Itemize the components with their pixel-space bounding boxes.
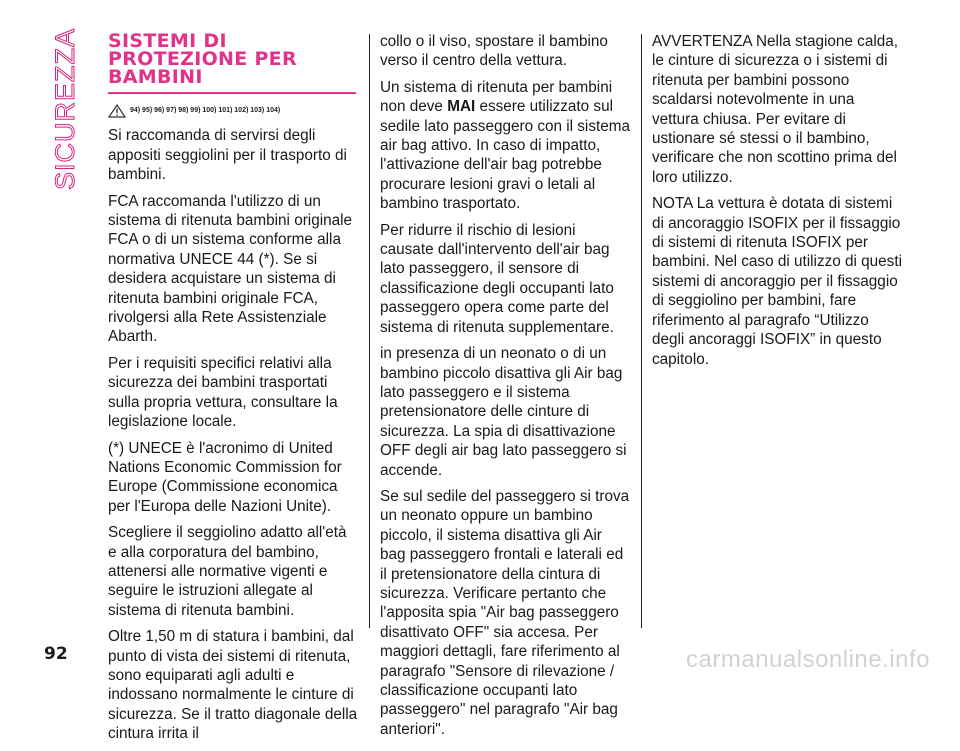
column-divider <box>641 34 642 628</box>
paragraph: Per ridurre il rischio di lesioni causate dall'intervento dell'air bag lato passeggero, il sensore di classificazione degli occupanti lato passeggero opera come parte del sistema di ritenuta supplementare. <box>380 221 614 336</box>
warning-references <box>108 101 358 120</box>
column-2 <box>380 32 630 746</box>
text-span: Un sistema di ritenuta per bambini non deve <box>380 78 613 116</box>
paragraph: FCA raccomanda l'utilizzo di un sistema di ritenuta bambini originale FCA o di un sistema conforme alla normativa UNECE 44 (*). Se si desidera acquistare un sistema di ritenuta bambini originale FCA, rivolgersi alla Rete Assistenziale Abarth. <box>108 192 353 346</box>
paragraph-note: NOTA La vettura è dotata di sistemi di ancoraggio ISOFIX per il fissaggio di sistemi di ritenuta ISOFIX per bambini. Nel caso di utilizzo di questi sistemi di ancoraggio per il fissaggio di seggiolino per bambini, fare riferimento al paragrafo “Utilizzo degli ancoraggi ISOFIX” in questo capitolo. <box>652 195 902 368</box>
column-3 <box>652 32 902 376</box>
section-side-label: SICUREZZA <box>50 28 80 191</box>
paragraph: Scegliere il seggiolino adatto all'età e alla corporatura del bambino, attenersi alle normative vigenti e seguire le istruzioni allegate al sistema di ritenuta bambini. <box>108 524 347 619</box>
paragraph: collo o il viso, spostare il bambino verso il centro della vettura. <box>380 33 608 70</box>
paragraph: Se sul sedile del passeggero si trova un neonato oppure un bambino piccolo, il sistema disattiva gli Air bag passeggero frontali e laterali ed il pretensionatore della cintura di sicurezza. Verificare pertanto che l'apposita spia "Air bag passeggero disattivato OFF" sia accesa. Per maggiori dettagli, fare riferimento al paragrafo "Sensore di rilevazione / classificazione occupanti lato passeggero" nel paragrafo "Air bag anteriori". <box>380 487 630 738</box>
warning-refs-text: 94) 95) 96) 97) 98) 99) 100) 101) 102) 103) 104) <box>130 107 281 114</box>
paragraph-warning: AVVERTENZA Nella stagione calda, le cinture di sicurezza o i sistemi di ritenuta per bambini possono scaldarsi notevolmente in una vettura chiusa. Per evitare di ustionare sé stessi o il bambino, verificare che non scottino prima del loro utilizzo. <box>652 33 899 186</box>
emphasis-mai: MAI <box>447 98 476 116</box>
column-1 <box>108 32 358 751</box>
paragraph: Oltre 1,50 m di statura i bambini, dal punto di vista dei sistemi di ritenuta, sono equiparati agli adulti e indossano normalmente le cinture di sicurezza. Se il tratto diagonale della cintura irrita il <box>108 628 358 743</box>
column-divider <box>369 34 370 628</box>
paragraph: Si raccomanda di servirsi degli appositi seggiolini per il trasporto di bambini. <box>108 127 347 184</box>
text-span: essere utilizzato sul sedile lato passeggero con il sistema air bag attivo. In caso di impatto, l'attivazione dell'air bag potrebbe procurare lesioni gravi o letali al bambino trasportato. <box>380 98 630 213</box>
warning-triangle-icon <box>108 104 126 118</box>
paragraph: in presenza di un neonato o di un bambino piccolo disattiva gli Air bag lato passeggero e il sistema pretensionatore delle cinture di sicurezza. La spia di disattivazione OFF degli air bag lato passeggero si accende. <box>380 345 627 479</box>
page-title: SISTEMI DI PROTEZIONE PER BAMBINI <box>108 32 356 94</box>
paragraph-mai <box>380 78 630 214</box>
watermark: carmanualsonline.info <box>686 646 930 673</box>
paragraph: (*) UNECE è l'acronimo di United Nations Economic Commission for Europe (Commissione economica per l'Europa delle Nazioni Unite). <box>108 439 342 515</box>
page-number: 92 <box>44 644 68 664</box>
paragraph: Per i requisiti specifici relativi alla sicurezza dei bambini trasportati sulla propria vettura, consultare la legislazione locale. <box>108 354 338 431</box>
